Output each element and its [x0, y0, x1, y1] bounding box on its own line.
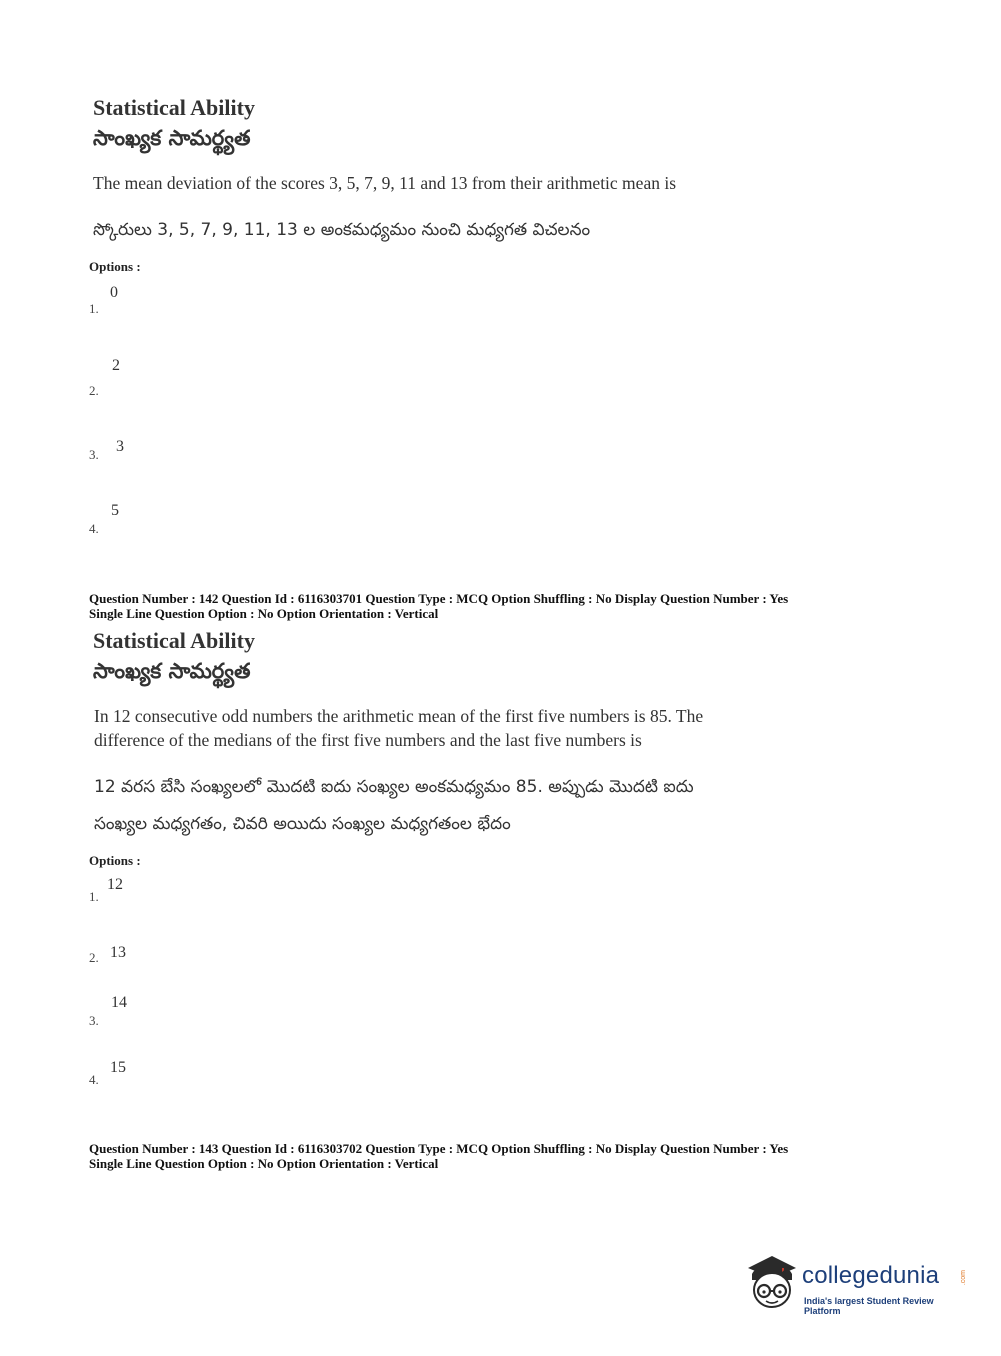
- collegedunia-logo[interactable]: [742, 1250, 967, 1316]
- option-number: 1.: [89, 301, 99, 316]
- option-number: 4.: [89, 521, 99, 536]
- logo-domain-suffix: .com: [960, 1270, 967, 1286]
- option-value: 2: [112, 357, 120, 374]
- question-meta: [89, 591, 788, 621]
- question-text-line2: difference of the medians of the first five numbers and the last five numbers is: [94, 730, 642, 750]
- option-number: 2.: [89, 950, 99, 965]
- question-text-telugu: స్కోరులు 3, 5, 7, 9, 11, 13 ల అంకమధ్యమం నుంచి మధ్యగత విచలనం: [93, 220, 591, 240]
- question-meta: [89, 1141, 788, 1171]
- mascot-icon: [742, 1250, 802, 1312]
- option-value: 3: [116, 438, 124, 455]
- question-text-line1: In 12 consecutive odd numbers the arithmetic mean of the first five numbers is 85. The: [94, 706, 704, 726]
- option-number: 4.: [89, 1072, 99, 1087]
- option-value: 15: [110, 1059, 126, 1076]
- options-label: Options :: [89, 853, 141, 868]
- question-text-telugu-line1: 12 వరస బేసి సంఖ్యలలో మొదటి ఐదు సంఖ్యల అంకమధ్యమం 85. అప్పుడు మొదటి ఐదు: [94, 777, 694, 797]
- question-meta-line2: Single Line Question Option : No Option Orientation : Vertical: [89, 1156, 439, 1171]
- section-title: Statistical Ability: [93, 95, 255, 120]
- option-number: 2.: [89, 383, 99, 398]
- question-meta-line1: Question Number : 143 Question Id : 6116303702 Question Type : MCQ Option Shuffling : No Display Question Number : Yes: [89, 1141, 789, 1156]
- question-meta-line2: Single Line Question Option : No Option Orientation : Vertical: [89, 606, 439, 621]
- option-number: 3.: [89, 1013, 99, 1028]
- option-value: 0: [110, 284, 118, 301]
- logo-tagline: India's largest Student Review Platform: [804, 1296, 934, 1316]
- option-number: 1.: [89, 889, 99, 904]
- question-text-telugu-line2: సంఖ్యల మధ్యగతం, చివరి అయిదు సంఖ్యల మధ్యగతంల భేదం: [94, 814, 511, 834]
- option-value: 14: [111, 994, 127, 1011]
- question-meta-line1: Question Number : 142 Question Id : 6116303701 Question Type : MCQ Option Shuffling : No Display Question Number : Yes: [89, 591, 789, 606]
- question-text: The mean deviation of the scores 3, 5, 7, 9, 11 and 13 from their arithmetic mean is: [93, 173, 677, 193]
- options-label: Options :: [89, 259, 141, 274]
- section-title-telugu: సాంఖ్యక సామర్థ్యత: [93, 126, 251, 150]
- option-value: 12: [107, 876, 123, 893]
- section-title-telugu: సాంఖ్యక సామర్థ్యత: [93, 659, 251, 683]
- logo-wordmark: collegedunia: [802, 1262, 940, 1289]
- section-title: Statistical Ability: [93, 628, 255, 653]
- option-value: 5: [111, 502, 119, 519]
- option-value: 13: [110, 944, 126, 961]
- option-number: 3.: [89, 447, 99, 462]
